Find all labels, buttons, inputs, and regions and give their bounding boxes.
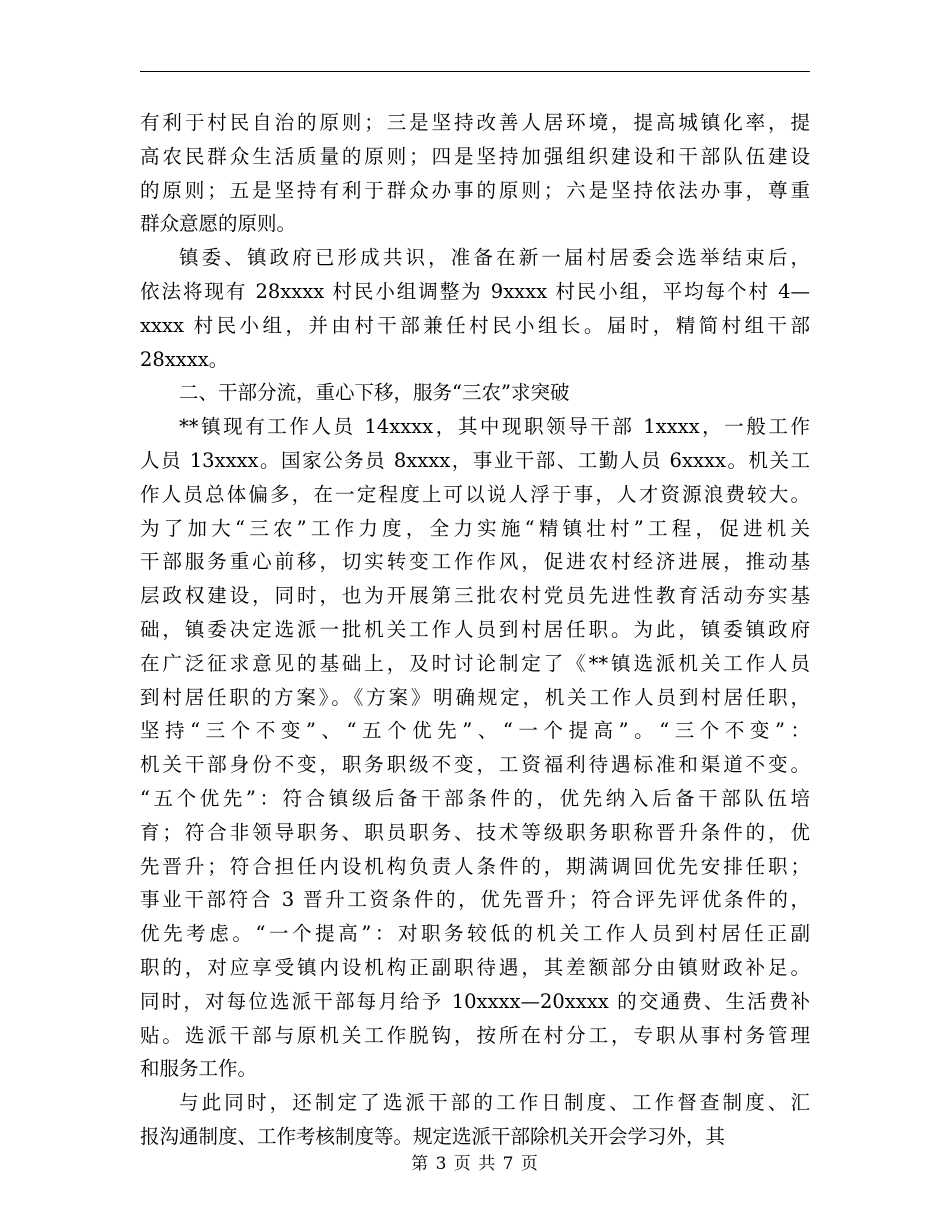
text-line: 和服务工作。 <box>140 1057 258 1081</box>
text-line: 有利于村民自治的原则；三是坚持改善人居环境，提高城镇化率，提 <box>140 111 810 134</box>
text-line: 机关干部身份不变，职务职级不变，工资福利待遇标准和渠道不变。 <box>140 753 810 777</box>
paragraph <box>140 410 810 1086</box>
paragraph <box>140 106 810 241</box>
document-body <box>140 106 810 1154</box>
text-line: xxxx 村民小组，并由村干部兼任村民小组长。届时，精简村组干部 <box>140 313 810 337</box>
text-line: 事业干部符合 3 晋升工资条件的，优先晋升；符合评先评优条件的， <box>140 888 810 912</box>
text-line: 同时，对每位选派干部每月给予 10xxxx—20xxxx 的交通费、生活费补 <box>140 989 810 1013</box>
text-line: 职的，对应享受镇内设机构正副职待遇，其差额部分由镇财政补足。 <box>140 955 810 979</box>
text-line: 坚持“三个不变”、“五个优先”、“一个提高”。“三个不变”： <box>140 719 810 743</box>
text-line: 高农民群众生活质量的原则；四是坚持加强组织建设和干部队伍建设 <box>140 144 810 168</box>
text-line: 在广泛征求意见的基础上，及时讨论制定了《**镇选派机关工作人员 <box>140 651 810 675</box>
text-line: 28xxxx。 <box>140 347 229 371</box>
text-line: 与此同时，还制定了选派干部的工作日制度、工作督查制度、汇 <box>179 1091 810 1115</box>
text-line: 作人员总体偏多，在一定程度上可以说人浮于事，人才资源浪费较大。 <box>140 482 810 506</box>
text-line: 群众意愿的原则。 <box>140 212 297 236</box>
paragraph <box>140 241 810 376</box>
text-line: “五个优先”：符合镇级后备干部条件的，优先纳入后备干部队伍培 <box>140 786 810 810</box>
text-line: 优先考虑。“一个提高”：对职务较低的机关工作人员到村居任正副 <box>140 922 810 946</box>
text-line: 报沟通制度、工作考核制度等。规定选派干部除机关开会学习外，其 <box>140 1124 726 1148</box>
header-rule <box>140 71 810 72</box>
text-line: 层政权建设，同时，也为开展第三批农村党员先进性教育活动夯实基 <box>140 584 810 608</box>
text-line: 育；符合非领导职务、职员职务、技术等级职务职称晋升条件的，优 <box>140 820 810 844</box>
paragraph <box>140 1086 810 1154</box>
text-line: 镇委、镇政府已形成共识，准备在新一届村居委会选举结束后， <box>179 246 810 270</box>
text-line: 础，镇委决定选派一批机关工作人员到村居任职。为此，镇委镇政府 <box>140 617 810 641</box>
text-line: **镇现有工作人员 14xxxx，其中现职领导干部 1xxxx，一般工作 <box>179 415 810 439</box>
text-line: 先晋升；符合担任内设机构负责人条件的，期满调回优先安排任职； <box>140 854 810 878</box>
text-line: 贴。选派干部与原机关工作脱钩，按所在村分工，专职从事村务管理 <box>140 1023 810 1047</box>
text-line: 干部服务重心前移，切实转变工作作风，促进农村经济进展，推动基 <box>140 550 810 574</box>
text-line: 依法将现有 28xxxx 村民小组调整为 9xxxx 村民小组，平均每个村 4— <box>140 279 810 303</box>
text-line: 为了加大“三农”工作力度，全力实施“精镇壮村”工程，促进机关 <box>140 516 810 540</box>
page-number: 第 3 页 共 7 页 <box>411 1154 539 1174</box>
text-line: 到村居任职的方案》。《方案》明确规定，机关工作人员到村居任职， <box>140 685 810 709</box>
text-line: 人员 13xxxx。国家公务员 8xxxx，事业干部、工勤人员 6xxxx。机关工 <box>140 448 810 472</box>
text-line: 二、干部分流，重心下移，服务“三农”求突破 <box>179 381 570 405</box>
text-line: 的原则；五是坚持有利于群众办事的原则；六是坚持依法办事，尊重 <box>140 178 810 202</box>
paragraph <box>140 376 810 410</box>
